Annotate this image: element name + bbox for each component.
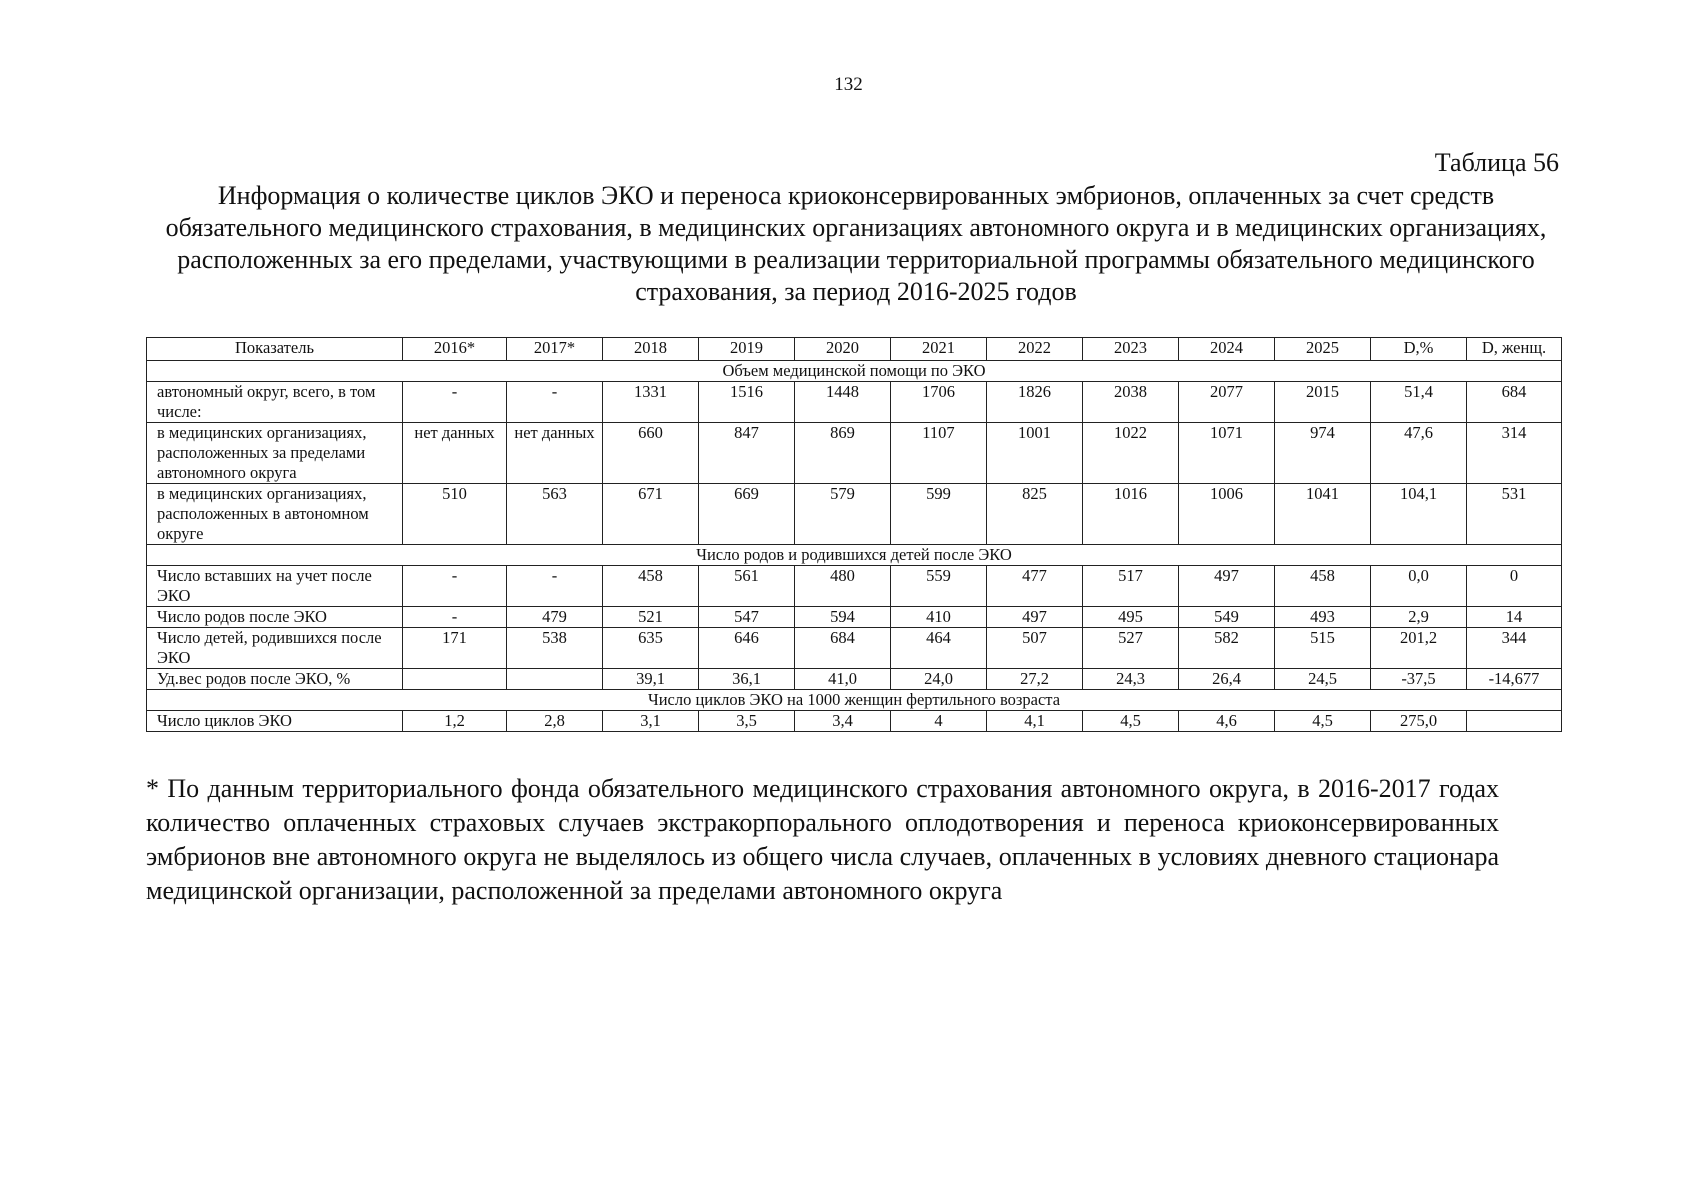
- column-header: 2025: [1275, 338, 1371, 361]
- table-cell: 599: [891, 484, 987, 545]
- section-title: Объем медицинской помощи по ЭКО: [147, 361, 1562, 382]
- table-cell: 1001: [987, 423, 1083, 484]
- table-cell: 521: [603, 607, 699, 628]
- table-cell: [507, 669, 603, 690]
- table-cell: 671: [603, 484, 699, 545]
- table-cell: 4,1: [987, 711, 1083, 732]
- table-cell: 646: [699, 628, 795, 669]
- table-cell: 344: [1467, 628, 1562, 669]
- table-cell: 684: [1467, 382, 1562, 423]
- table-cell: 24,3: [1083, 669, 1179, 690]
- table-cell: 517: [1083, 566, 1179, 607]
- table-cell: 582: [1179, 628, 1275, 669]
- table-cell: 2,8: [507, 711, 603, 732]
- table-cell: 47,6: [1371, 423, 1467, 484]
- table-cell: 847: [699, 423, 795, 484]
- table-cell: 531: [1467, 484, 1562, 545]
- table-cell: 563: [507, 484, 603, 545]
- table-cell: 39,1: [603, 669, 699, 690]
- table-cell: 635: [603, 628, 699, 669]
- table-cell: -: [403, 607, 507, 628]
- table-cell: 4,5: [1083, 711, 1179, 732]
- table-cell: 495: [1083, 607, 1179, 628]
- table-cell: 1331: [603, 382, 699, 423]
- page-number: 132: [834, 74, 863, 95]
- table-cell: 1071: [1179, 423, 1275, 484]
- table-row: [147, 566, 1562, 607]
- table-cell: 594: [795, 607, 891, 628]
- table-cell: 974: [1275, 423, 1371, 484]
- table-cell: -37,5: [1371, 669, 1467, 690]
- table-cell: 104,1: [1371, 484, 1467, 545]
- table-row: [147, 484, 1562, 545]
- section-row: [147, 545, 1562, 566]
- section-title: Число циклов ЭКО на 1000 женщин фертильного возраста: [147, 690, 1562, 711]
- row-label: Число циклов ЭКО: [147, 711, 403, 732]
- table-cell: 51,4: [1371, 382, 1467, 423]
- column-header: D, женщ.: [1467, 338, 1562, 361]
- table-caption: Информация о количестве циклов ЭКО и переноса криоконсервированных эмбрионов, оплаченных за счет средств обязательного медицинского страхования, в медицинских организациях автономного округа и в медицинских организациях, расположенных за его пределами, участвующими в реализации территориальной программы обязательного медицинского страхования, за период 2016-2025 годов: [165, 181, 1547, 306]
- table-cell: 1016: [1083, 484, 1179, 545]
- table-cell: 3,1: [603, 711, 699, 732]
- section-row: [147, 690, 1562, 711]
- table-cell: 201,2: [1371, 628, 1467, 669]
- table-cell: 1826: [987, 382, 1083, 423]
- table-row: [147, 423, 1562, 484]
- table-cell: -: [507, 566, 603, 607]
- table-cell: 2015: [1275, 382, 1371, 423]
- table-cell: 24,5: [1275, 669, 1371, 690]
- table-row: [147, 711, 1562, 732]
- table-cell: 477: [987, 566, 1083, 607]
- table-cell: нет данных: [403, 423, 507, 484]
- table-cell: 41,0: [795, 669, 891, 690]
- table-cell: [1467, 711, 1562, 732]
- table-cell: 4,6: [1179, 711, 1275, 732]
- table-cell: 497: [1179, 566, 1275, 607]
- column-header: Показатель: [147, 338, 403, 361]
- table-cell: 527: [1083, 628, 1179, 669]
- row-label: Число детей, родившихся после ЭКО: [147, 628, 403, 669]
- table-row: [147, 669, 1562, 690]
- section-title: Число родов и родившихся детей после ЭКО: [147, 545, 1562, 566]
- column-header: 2021: [891, 338, 987, 361]
- table-cell: 660: [603, 423, 699, 484]
- table-cell: 1006: [1179, 484, 1275, 545]
- column-header: 2024: [1179, 338, 1275, 361]
- table-cell: 36,1: [699, 669, 795, 690]
- table-cell: -14,677: [1467, 669, 1562, 690]
- table-cell: 1041: [1275, 484, 1371, 545]
- table-row: [147, 382, 1562, 423]
- table-cell: нет данных: [507, 423, 603, 484]
- column-header: 2019: [699, 338, 795, 361]
- table-cell: 1706: [891, 382, 987, 423]
- table-cell: 684: [795, 628, 891, 669]
- table-cell: 2,9: [1371, 607, 1467, 628]
- table-cell: 27,2: [987, 669, 1083, 690]
- table-cell: 458: [1275, 566, 1371, 607]
- table-cell: 1448: [795, 382, 891, 423]
- table-cell: 2038: [1083, 382, 1179, 423]
- table-cell: -: [507, 382, 603, 423]
- table-cell: 4,5: [1275, 711, 1371, 732]
- table-cell: 458: [603, 566, 699, 607]
- footnote: * По данным территориального фонда обязательного медицинского страхования автономного округа, в 2016-2017 годах количество оплаченных страховых случаев экстракорпорального оплодотворения и переноса криоконсервированных эмбрионов вне автономного округа не выделялось из общего числа случаев, оплаченных в условиях дневного стационара медицинской организации, расположенной за пределами автономного округа: [146, 774, 1499, 905]
- section-row: [147, 361, 1562, 382]
- row-label: автономный округ, всего, в том числе:: [147, 382, 403, 423]
- table-cell: 480: [795, 566, 891, 607]
- table-cell: 549: [1179, 607, 1275, 628]
- table-cell: 4: [891, 711, 987, 732]
- table-cell: 0,0: [1371, 566, 1467, 607]
- table-cell: 825: [987, 484, 1083, 545]
- table-cell: 515: [1275, 628, 1371, 669]
- table-header-row: [147, 338, 1562, 361]
- table-cell: 464: [891, 628, 987, 669]
- table-row: [147, 628, 1562, 669]
- column-header: 2016*: [403, 338, 507, 361]
- row-label: Число родов после ЭКО: [147, 607, 403, 628]
- column-header: 2020: [795, 338, 891, 361]
- table-label: Таблица 56: [1434, 148, 1559, 177]
- table-cell: 275,0: [1371, 711, 1467, 732]
- table-cell: 3,4: [795, 711, 891, 732]
- table-cell: [403, 669, 507, 690]
- table-cell: -: [403, 382, 507, 423]
- table-cell: 1022: [1083, 423, 1179, 484]
- row-label: в медицинских организациях, расположенных за пределами автономного округа: [147, 423, 403, 484]
- table-cell: 0: [1467, 566, 1562, 607]
- table-body: [147, 361, 1562, 732]
- table-cell: 547: [699, 607, 795, 628]
- table-cell: 559: [891, 566, 987, 607]
- row-label: Уд.вес родов после ЭКО, %: [147, 669, 403, 690]
- table-cell: 14: [1467, 607, 1562, 628]
- table-cell: 26,4: [1179, 669, 1275, 690]
- table-cell: 561: [699, 566, 795, 607]
- table-cell: 669: [699, 484, 795, 545]
- column-header: 2017*: [507, 338, 603, 361]
- column-header: D,%: [1371, 338, 1467, 361]
- column-header: 2018: [603, 338, 699, 361]
- table-cell: 314: [1467, 423, 1562, 484]
- table-cell: 538: [507, 628, 603, 669]
- table-cell: 869: [795, 423, 891, 484]
- table-cell: 1,2: [403, 711, 507, 732]
- table-cell: 510: [403, 484, 507, 545]
- column-header: 2022: [987, 338, 1083, 361]
- table-cell: 1107: [891, 423, 987, 484]
- row-label: в медицинских организациях, расположенных в автономном округе: [147, 484, 403, 545]
- table-cell: 479: [507, 607, 603, 628]
- table-cell: 171: [403, 628, 507, 669]
- table-cell: 493: [1275, 607, 1371, 628]
- table-cell: -: [403, 566, 507, 607]
- table-cell: 24,0: [891, 669, 987, 690]
- table-cell: 410: [891, 607, 987, 628]
- table-cell: 497: [987, 607, 1083, 628]
- table-cell: 3,5: [699, 711, 795, 732]
- table-cell: 2077: [1179, 382, 1275, 423]
- table-row: [147, 607, 1562, 628]
- data-table: [146, 337, 1562, 732]
- column-header: 2023: [1083, 338, 1179, 361]
- table-cell: 1516: [699, 382, 795, 423]
- table-cell: 579: [795, 484, 891, 545]
- row-label: Число вставших на учет после ЭКО: [147, 566, 403, 607]
- table-cell: 507: [987, 628, 1083, 669]
